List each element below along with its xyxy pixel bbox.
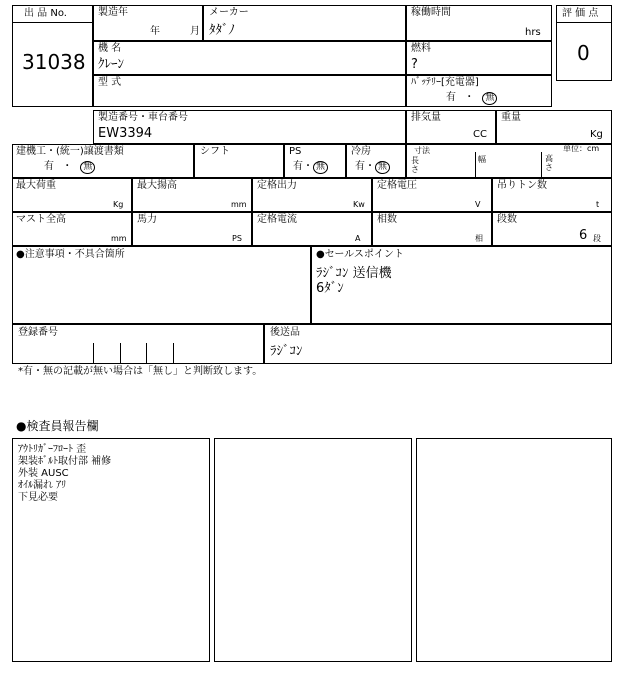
- year-unit: 年: [150, 26, 160, 37]
- battery-label: ﾊﾞｯﾃﾘｰ[充電器]: [411, 77, 479, 88]
- weight-unit: Kg: [590, 129, 603, 140]
- model-label: 機 名: [98, 43, 122, 54]
- sales-line2: 6ﾀﾞﾝ: [316, 281, 344, 296]
- ps-no-circled: 無: [313, 161, 328, 174]
- transfer-doc-choice: 有 ・ 無: [44, 161, 95, 174]
- displacement-label: 排気量: [411, 112, 441, 123]
- max-load-unit: Kg: [113, 200, 124, 209]
- aircon-choice: 有・ 無: [355, 161, 390, 174]
- ps-choice: 有・ 無: [293, 161, 328, 174]
- month-unit: 月: [190, 26, 200, 37]
- inspector-line-2: 架装ﾎﾞﾙﾄ取付部 補修: [18, 456, 112, 467]
- horsepower-unit: PS: [232, 234, 242, 243]
- rated-current-unit: A: [355, 234, 361, 243]
- rated-voltage-label: 定格電圧: [377, 180, 417, 191]
- shipping-label: 後送品: [270, 327, 300, 338]
- shipping-box: [264, 324, 612, 364]
- model-box: [93, 41, 406, 75]
- type-box: [93, 75, 406, 107]
- notes-label: ●注意事項・不具合箇所: [16, 249, 125, 260]
- score-value: 0: [577, 41, 590, 65]
- dimensions-label: 寸法: [414, 146, 430, 155]
- inspector-line-1: ｱｳﾄﾘｶﾞｰﾌﾛｰﾄ 歪: [18, 444, 87, 455]
- inspector-box-2: [214, 438, 412, 662]
- fuel-label: 燃料: [411, 43, 431, 54]
- inspector-box-3: [416, 438, 612, 662]
- mast-height-label: マスト全高: [16, 214, 66, 225]
- inspector-line-5: 下見必要: [18, 492, 58, 503]
- sales-label: ●セールスポイント: [316, 249, 404, 260]
- dimensions-length: 長 さ: [411, 156, 419, 174]
- sales-line1: ﾗｼﾞｺﾝ 送信機: [316, 266, 392, 281]
- weight-label: 重量: [501, 112, 521, 123]
- lift-tons-label: 吊りトン数: [497, 180, 547, 191]
- footnote: *有・無の記載が無い場合は「無し」と判断致します。: [18, 366, 263, 377]
- rated-output-unit: Kw: [353, 200, 365, 209]
- rated-output-label: 定格出力: [257, 180, 297, 191]
- dimensions-unit: 単位：cm: [563, 144, 600, 153]
- battery-no-circled: 無: [482, 92, 497, 105]
- stages-unit: 段: [593, 234, 601, 243]
- serial-value: EW3394: [98, 126, 153, 141]
- lot-label: 出 品 No.: [24, 8, 67, 19]
- ps-label: PS: [289, 146, 302, 157]
- transfer-doc-label: 建機工・(統一)譲渡書類: [16, 146, 124, 157]
- phase-label: 相数: [377, 214, 397, 225]
- model-value: ｸﾚｰﾝ: [98, 57, 124, 72]
- lift-tons-unit: t: [596, 200, 600, 209]
- fuel-value: ?: [411, 57, 418, 72]
- displacement-unit: CC: [473, 129, 487, 140]
- inspector-title: ●検査員報告欄: [16, 419, 99, 433]
- year-label: 製造年: [98, 7, 128, 18]
- serial-label: 製造番号・車台番号: [98, 112, 188, 123]
- lot-number: 31038: [22, 50, 86, 74]
- transfer-doc-no-circled: 無: [80, 161, 95, 174]
- inspector-line-3: 外装 AUSC: [18, 468, 69, 479]
- registration-label: 登録番号: [18, 327, 58, 338]
- max-load-label: 最大荷重: [16, 180, 56, 191]
- phase-unit: 相: [475, 234, 483, 243]
- rated-current-label: 定格電流: [257, 214, 297, 225]
- max-lift-unit: mm: [231, 200, 247, 209]
- stages-value: 6: [579, 228, 588, 243]
- score-label: 評 価 点: [562, 8, 599, 19]
- rated-voltage-unit: V: [475, 200, 481, 209]
- maker-label: メーカー: [209, 7, 249, 18]
- mast-height-unit: mm: [111, 234, 127, 243]
- inspector-line-4: ｵｲﾙ漏れ ｱﾘ: [18, 480, 67, 491]
- dimensions-width: 幅: [478, 155, 486, 164]
- hours-unit: hrs: [525, 27, 541, 38]
- maker-value: ﾀﾀﾞﾉ: [209, 23, 235, 38]
- aircon-label: 冷房: [351, 146, 371, 157]
- type-label: 型 式: [98, 77, 122, 88]
- hours-label: 稼働時間: [411, 7, 451, 18]
- dimensions-height: 高 さ: [545, 154, 553, 172]
- horsepower-label: 馬力: [137, 214, 157, 225]
- aircon-no-circled: 無: [375, 161, 390, 174]
- shift-label: シフト: [200, 146, 230, 157]
- max-lift-label: 最大揚高: [137, 180, 177, 191]
- shipping-value: ﾗｼﾞｺﾝ: [270, 344, 303, 359]
- stages-label: 段数: [497, 214, 517, 225]
- battery-choice: 有 ・ 無: [446, 92, 497, 105]
